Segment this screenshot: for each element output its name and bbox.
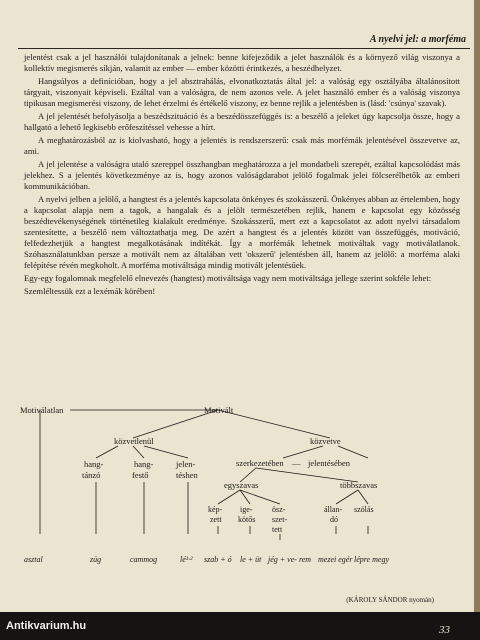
example-word: zúg (90, 555, 102, 564)
example-word: jég + ve- rem (268, 555, 312, 564)
tree-leaf: szet- (272, 515, 288, 524)
root-right-label: Motivált (204, 405, 234, 415)
tree-leaf: állan- (324, 505, 343, 514)
dash-separator: — (292, 458, 301, 468)
tree-node: festő (132, 470, 149, 480)
tree-leaf: kötős (238, 515, 256, 524)
running-header: A nyelvi jel: a morféma (369, 34, 466, 45)
tree-node: hang- (134, 459, 154, 469)
tree-node: tánzó (82, 470, 101, 480)
header-rule (18, 48, 470, 49)
tree-node: téshen (176, 470, 198, 480)
example-word: cammog (130, 555, 158, 564)
example-word: asztal (24, 555, 43, 564)
example-word: szab + ó (204, 555, 232, 564)
tree-node: hang- (84, 459, 104, 469)
diagram-credit: (KÁROLY SÁNDOR nyomán) (346, 596, 434, 604)
paragraph: A jel jelentése a valóságra utaló szereppel összhangban meghatározza a jel mondatbeli szerepét, ezáltal kapcsolódást más jelekhez. S a jelentés következménye az is, hogy azonos valóságdarabot jelölő fogalmak jelei fölcserélhetők az emberi kommunikációban. (24, 159, 460, 191)
tree-leaf: ige- (240, 505, 253, 514)
book-spine (474, 0, 480, 612)
page-number: 33 (439, 624, 450, 636)
tree-leaf: dó (330, 515, 338, 524)
paragraph: A jel jelentését befolyásolja a beszédszituáció és a beszédösszefüggés is: a beszélő a jeleket úgy kapcsolja össze, hogy a hallgató a lehető legkisebb erőfeszítéssel vehesse a hírt. (24, 111, 460, 132)
tree-leaf: kép- (208, 505, 223, 514)
paragraph: Egy-egy fogalomnak megfelelő elnevezés (hangtest) motiváltsága vagy nem motiváltsága jellege szerint sokféle lehet: (24, 273, 432, 283)
paragraph: Hangsúlyos a definícióban, hogy a jel absztrahálás, elvonatkoztatás által jel: a valóság egy osztályába általánosított tárgyait, viszonyait képviseli. Ezáltal van a valóságra, de nem azonos vele. A jelet használó ember és a valóság viszonya tipikusan megismerési viszony, de lehet érzelmi és értékelő viszony, ez benne rejlik a jelentésben is (lásd: 'csúnya' szavak). (24, 76, 460, 108)
direct-label: közvetlenül (114, 436, 154, 446)
example-word: lépre megy (354, 555, 390, 564)
paragraph: jelentést csak a jel használói tulajdonítanak a jelnek: benne kifejeződik a jelet használók és a környező világ viszonya a kollektív megismerés síkján, valamit az ember — ember közötti érintkezés, a beszédhelyzet. (24, 52, 460, 73)
watermark-logo: Antikvarium.hu (6, 620, 87, 632)
motivation-tree-diagram (18, 394, 468, 614)
example-word: lé¹·² (180, 555, 193, 564)
tree-leaf: szólás (354, 505, 374, 514)
tree-node: szerkezetében (236, 458, 284, 468)
example-word: le + üt (240, 555, 262, 564)
paragraph: A meghatározásból az is kiolvasható, hogy a jelentés is rendszerszerű: csak más morfémák jelentésével összevetve az, ami. (24, 135, 460, 156)
example-word: mezei egér (318, 555, 353, 564)
paragraph: A nyelvi jelben a jelölő, a hangtest és a jelentés kapcsolata önkényes és szokásszerű. Önkényes abban az értelemben, hogy a kapcsolat alapja nem a tagok, a hangalak és a jelölt természetében rejlik, hanem e kapcsolat egy közösség beszédtevékenységének történetileg kialakult eredménye. Szokásszerű, mert ezt a kapcsolatot az adott nyelvi társadalom szentesítette, a beszélő nem változtathatja meg. De azért a hangtest és a jelentés között van összefüggés, motiváció, felfedezhetjük a hangtest megalkotásának indítékát. Így a morfémák lehetnek motiváltak vagy motiválatlanok. Szóhasználatunkban persze a motivált nem az általában vett 'okszerű' jelentésben áll, hanem az jelölő: a morféma alaki felépítése révén megkoholt. A morféma motiváltsága mindig motivált jelentésűek. (24, 194, 460, 270)
tree-node: jelen- (176, 459, 196, 469)
tree-leaf: zett (210, 515, 222, 524)
tree-node: egyszavas (224, 480, 259, 490)
tree-node: jelentésében (308, 458, 351, 468)
body-text (24, 52, 460, 299)
indirect-label: közvetve (310, 436, 341, 446)
root-left-label: Motiválatlan (20, 405, 64, 415)
tree-leaf: tett (272, 525, 283, 534)
tree-node: többszavas (340, 480, 378, 490)
tree-leaf: ösz- (272, 505, 286, 514)
paragraph: Szemléltessük ezt a lexémák körében! (24, 286, 156, 296)
